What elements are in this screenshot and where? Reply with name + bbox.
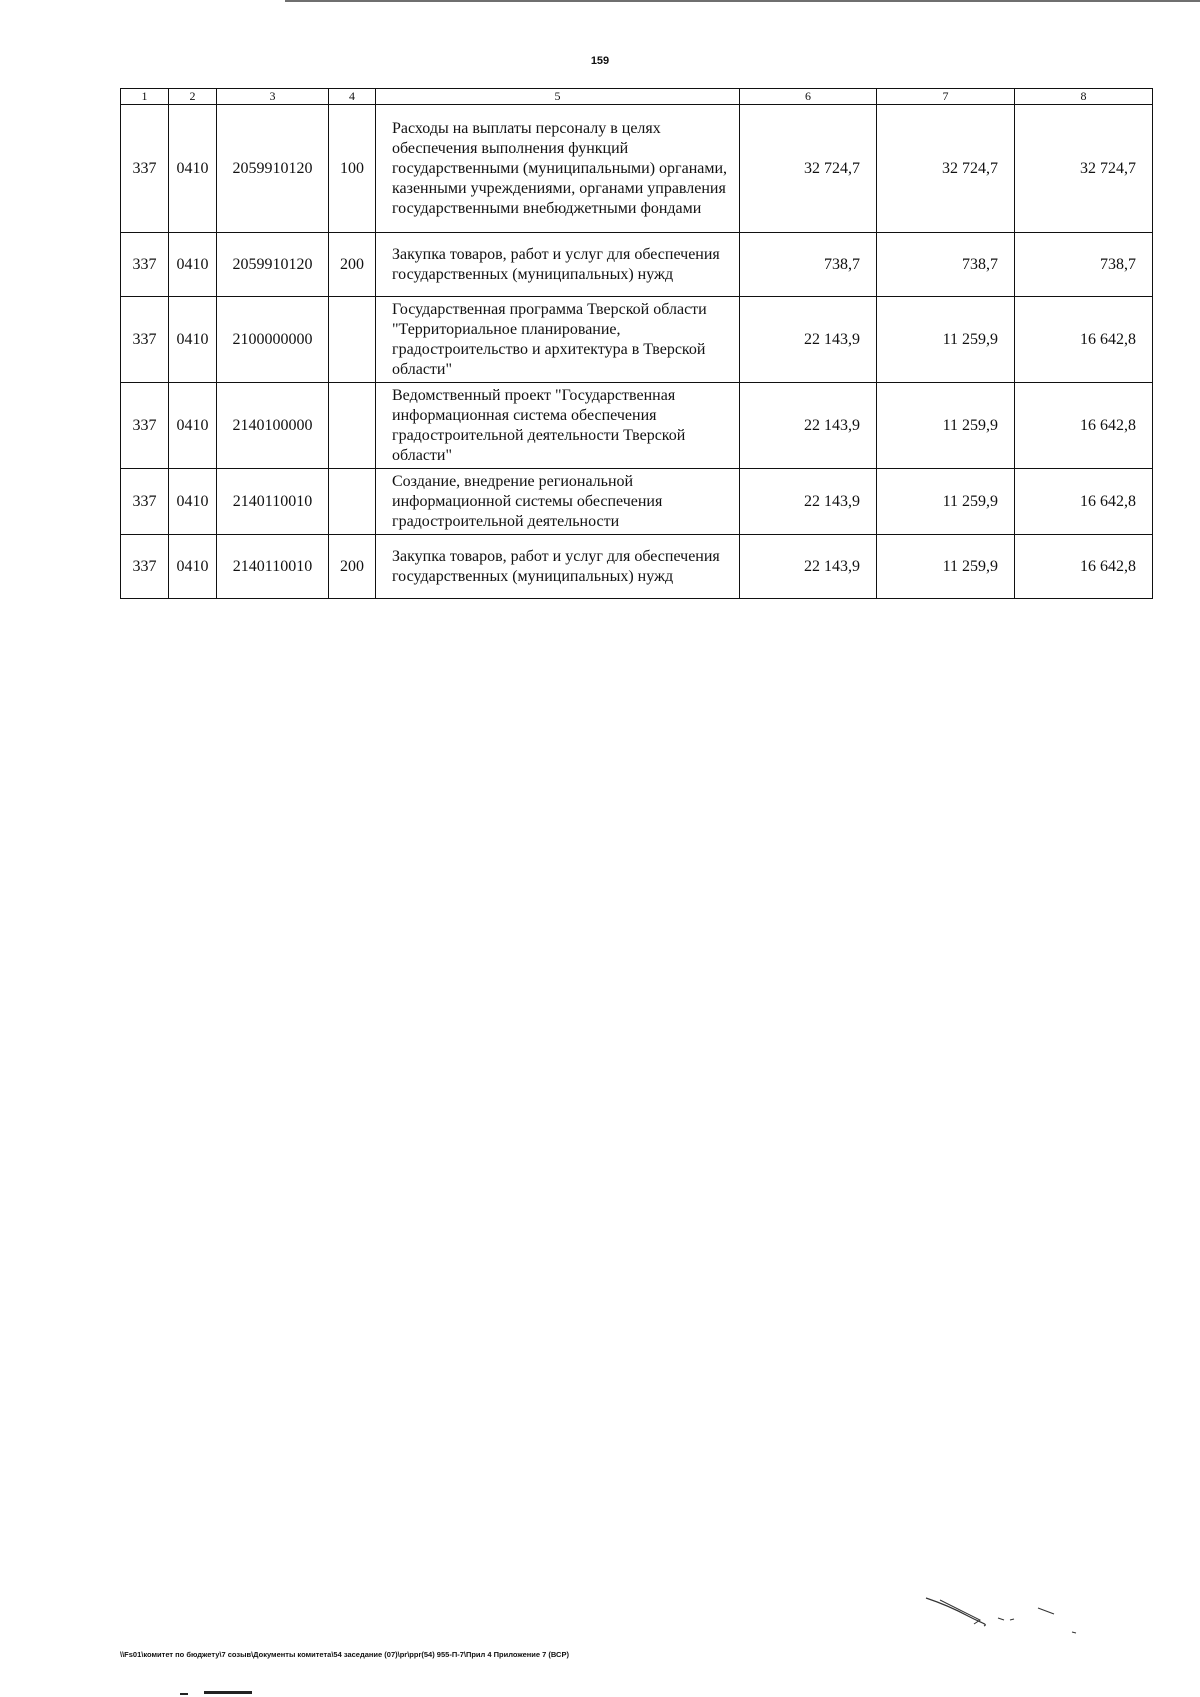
column-header: 8 <box>1015 89 1153 105</box>
column-header: 2 <box>169 89 217 105</box>
amount-cell-col7: 738,7 <box>877 233 1015 297</box>
description-cell: Государственная программа Тверской области "Территориальное планирование, градостроительство и архитектура в Тверской области" <box>376 297 740 383</box>
column-header: 5 <box>376 89 740 105</box>
expense-type-cell: 200 <box>329 535 376 599</box>
expense-type-cell <box>329 469 376 535</box>
amount-cell-col7: 32 724,7 <box>877 105 1015 233</box>
amount-cell-col8: 16 642,8 <box>1015 535 1153 599</box>
amount-cell-col6: 22 143,9 <box>740 535 877 599</box>
amount-cell-col7: 11 259,9 <box>877 469 1015 535</box>
description-cell: Создание, внедрение региональной информационной системы обеспечения градостроительной деятельности <box>376 469 740 535</box>
amount-cell-col6: 22 143,9 <box>740 297 877 383</box>
amount-cell-col8: 16 642,8 <box>1015 383 1153 469</box>
ministry-code-cell: 337 <box>121 297 169 383</box>
table-row <box>121 297 1153 383</box>
amount-cell-col6: 32 724,7 <box>740 105 877 233</box>
target-article-cell: 2140100000 <box>217 383 329 469</box>
file-path-footer: \\Fs01\комитет по бюджету\7 созыв\Документы комитета\54 заседание (07)\pr\ppr(54) 955-П-7\Прил 4 Приложение 7 (ВСР) <box>120 1650 569 1659</box>
expense-type-cell: 100 <box>329 105 376 233</box>
table-row <box>121 535 1153 599</box>
amount-cell-col8: 738,7 <box>1015 233 1153 297</box>
description-cell: Ведомственный проект "Государственная информационная система обеспечения градостроительной деятельности Тверской области" <box>376 383 740 469</box>
target-article-cell: 2059910120 <box>217 105 329 233</box>
scan-top-edge-line <box>285 0 1200 2</box>
column-header: 1 <box>121 89 169 105</box>
target-article-cell: 2140110010 <box>217 535 329 599</box>
expense-type-cell <box>329 297 376 383</box>
table-row <box>121 105 1153 233</box>
column-header: 7 <box>877 89 1015 105</box>
target-article-cell: 2100000000 <box>217 297 329 383</box>
table-row <box>121 383 1153 469</box>
target-article-cell: 2140110010 <box>217 469 329 535</box>
amount-cell-col8: 16 642,8 <box>1015 469 1153 535</box>
ministry-code-cell: 337 <box>121 233 169 297</box>
amount-cell-col7: 11 259,9 <box>877 383 1015 469</box>
amount-cell-col6: 22 143,9 <box>740 469 877 535</box>
amount-cell-col6: 22 143,9 <box>740 383 877 469</box>
section-code-cell: 0410 <box>169 383 217 469</box>
expense-type-cell: 200 <box>329 233 376 297</box>
column-header: 3 <box>217 89 329 105</box>
amount-cell-col8: 16 642,8 <box>1015 297 1153 383</box>
amount-cell-col6: 738,7 <box>740 233 877 297</box>
column-number-header-row <box>121 89 1153 105</box>
amount-cell-col8: 32 724,7 <box>1015 105 1153 233</box>
description-cell: Закупка товаров, работ и услуг для обеспечения государственных (муниципальных) нужд <box>376 233 740 297</box>
budget-table <box>120 88 1153 599</box>
section-code-cell: 0410 <box>169 105 217 233</box>
table-row <box>121 469 1153 535</box>
amount-cell-col7: 11 259,9 <box>877 297 1015 383</box>
ministry-code-cell: 337 <box>121 469 169 535</box>
section-code-cell: 0410 <box>169 535 217 599</box>
description-cell: Расходы на выплаты персоналу в целях обеспечения выполнения функций государственными (муниципальными) органами, казенными учреждениями, органами управления государственными внебюджетными фондами <box>376 105 740 233</box>
ministry-code-cell: 337 <box>121 105 169 233</box>
section-code-cell: 0410 <box>169 297 217 383</box>
description-cell: Закупка товаров, работ и услуг для обеспечения государственных (муниципальных) нужд <box>376 535 740 599</box>
ministry-code-cell: 337 <box>121 535 169 599</box>
section-code-cell: 0410 <box>169 469 217 535</box>
column-header: 4 <box>329 89 376 105</box>
amount-cell-col7: 11 259,9 <box>877 535 1015 599</box>
scan-bottom-marks <box>180 1688 255 1697</box>
column-header: 6 <box>740 89 877 105</box>
section-code-cell: 0410 <box>169 233 217 297</box>
target-article-cell: 2059910120 <box>217 233 329 297</box>
page-number: 159 <box>590 55 610 67</box>
ministry-code-cell: 337 <box>121 383 169 469</box>
table-row <box>121 233 1153 297</box>
expense-type-cell <box>329 383 376 469</box>
signature-mark <box>918 1590 1088 1645</box>
